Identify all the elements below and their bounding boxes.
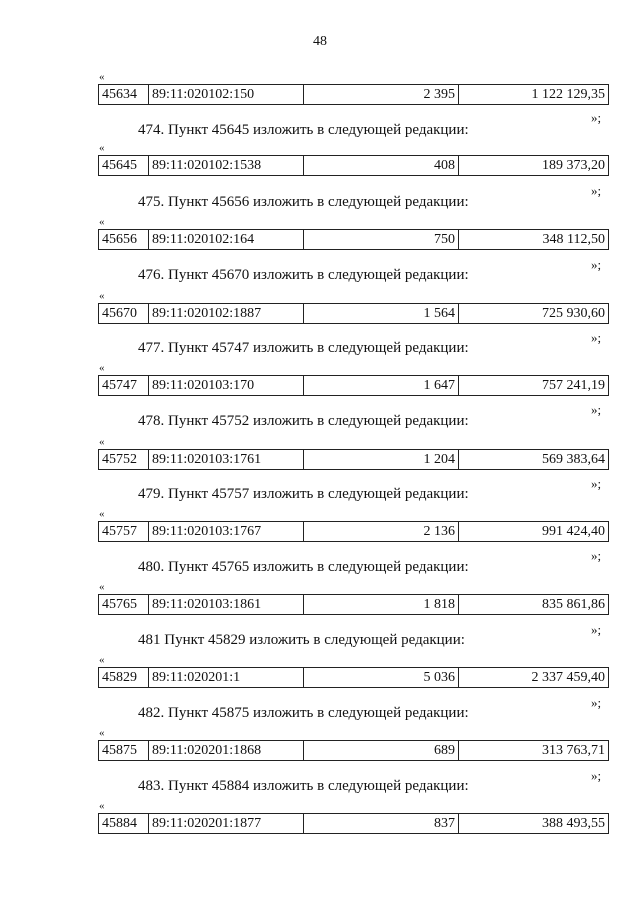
quote-close: »; [591,695,602,710]
quote-close: »; [591,110,602,125]
area-cell: 1 204 [304,450,459,470]
quote-open: « [99,508,105,520]
cadastral-number-cell: 89:11:020102:150 [149,85,304,105]
item-number-cell: 45645 [99,156,149,176]
quote-open: « [99,290,105,302]
table-row [98,155,609,176]
cadastral-value-cell: 991 424,40 [459,522,609,542]
cadastral-number-cell: 89:11:020103:170 [149,376,304,396]
cadastral-number-cell: 89:11:020102:1538 [149,156,304,176]
cadastral-value-cell: 725 930,60 [459,304,609,324]
item-number-cell: 45634 [99,85,149,105]
cadastral-number-cell: 89:11:020103:1861 [149,595,304,615]
table-row [98,375,609,396]
quote-close: »; [591,402,602,417]
quote-close: »; [591,330,602,345]
area-cell: 1 564 [304,304,459,324]
cadastral-number-cell: 89:11:020102:164 [149,230,304,250]
cadastral-value-cell: 835 861,86 [459,595,609,615]
area-cell: 689 [304,741,459,761]
amendment-instruction: 475. Пункт 45656 изложить в следующей редакции: [138,194,469,210]
area-cell: 1 818 [304,595,459,615]
table-row [98,740,609,761]
quote-open: « [99,216,105,228]
amendment-instruction: 479. Пункт 45757 изложить в следующей редакции: [138,486,469,502]
table-row [98,667,609,688]
cadastral-value-cell: 313 763,71 [459,741,609,761]
quote-open: « [99,71,105,83]
item-number-cell: 45829 [99,668,149,688]
table-row [98,84,609,105]
quote-close: »; [591,476,602,491]
amendment-instruction: 477. Пункт 45747 изложить в следующей редакции: [138,340,469,356]
area-cell: 5 036 [304,668,459,688]
quote-open: « [99,654,105,666]
cadastral-value-cell: 569 383,64 [459,450,609,470]
cadastral-value-cell: 757 241,19 [459,376,609,396]
quote-open: « [99,142,105,154]
amendment-instruction: 483. Пункт 45884 изложить в следующей редакции: [138,778,469,794]
area-cell: 408 [304,156,459,176]
area-cell: 2 136 [304,522,459,542]
quote-close: »; [591,548,602,563]
quote-open: « [99,436,105,448]
area-cell: 750 [304,230,459,250]
cadastral-number-cell: 89:11:020201:1 [149,668,304,688]
amendment-instruction: 478. Пункт 45752 изложить в следующей редакции: [138,413,469,429]
table-row [98,521,609,542]
quote-open: « [99,727,105,739]
quote-close: »; [591,257,602,272]
quote-close: »; [591,768,602,783]
amendment-instruction: 476. Пункт 45670 изложить в следующей редакции: [138,267,469,283]
cadastral-value-cell: 1 122 129,35 [459,85,609,105]
table-row [98,449,609,470]
amendment-instruction: 474. Пункт 45645 изложить в следующей редакции: [138,122,469,138]
item-number-cell: 45765 [99,595,149,615]
item-number-cell: 45752 [99,450,149,470]
area-cell: 1 647 [304,376,459,396]
quote-close: »; [591,183,602,198]
amendment-instruction: 480. Пункт 45765 изложить в следующей редакции: [138,559,469,575]
quote-close: »; [591,622,602,637]
amendment-instruction: 481 Пункт 45829 изложить в следующей редакции: [138,632,465,648]
quote-open: « [99,362,105,374]
item-number-cell: 45875 [99,741,149,761]
item-number-cell: 45656 [99,230,149,250]
cadastral-number-cell: 89:11:020102:1887 [149,304,304,324]
cadastral-number-cell: 89:11:020103:1767 [149,522,304,542]
item-number-cell: 45757 [99,522,149,542]
table-row [98,229,609,250]
cadastral-number-cell: 89:11:020103:1761 [149,450,304,470]
item-number-cell: 45747 [99,376,149,396]
table-row [98,813,609,834]
amendment-instruction: 482. Пункт 45875 изложить в следующей редакции: [138,705,469,721]
cadastral-value-cell: 2 337 459,40 [459,668,609,688]
cadastral-number-cell: 89:11:020201:1868 [149,741,304,761]
area-cell: 2 395 [304,85,459,105]
item-number-cell: 45884 [99,814,149,834]
cadastral-value-cell: 189 373,20 [459,156,609,176]
page-number: 48 [313,34,327,49]
area-cell: 837 [304,814,459,834]
cadastral-number-cell: 89:11:020201:1877 [149,814,304,834]
table-row [98,594,609,615]
table-row [98,303,609,324]
cadastral-value-cell: 388 493,55 [459,814,609,834]
quote-open: « [99,581,105,593]
cadastral-value-cell: 348 112,50 [459,230,609,250]
item-number-cell: 45670 [99,304,149,324]
quote-open: « [99,800,105,812]
